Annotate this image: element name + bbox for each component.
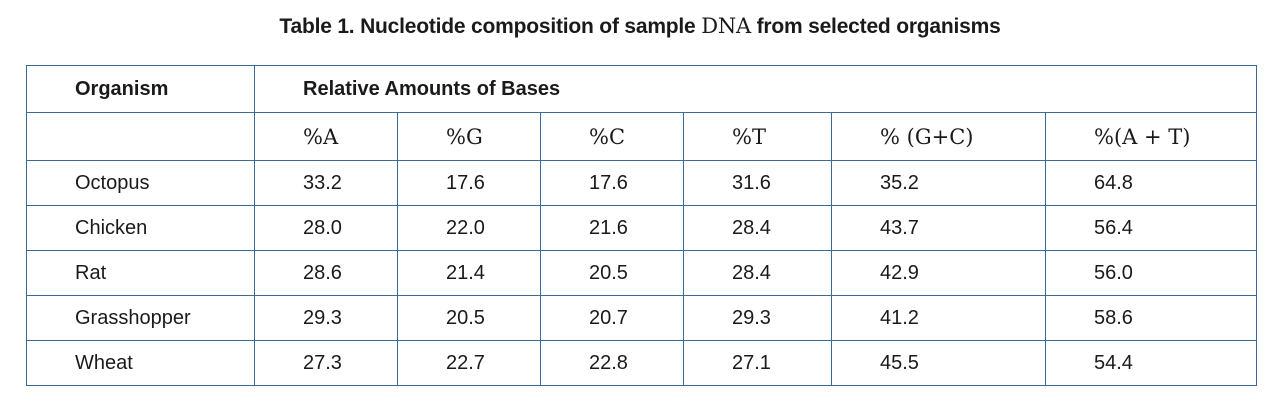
header-row	[27, 66, 1257, 113]
value-cell: 17.6	[541, 161, 684, 206]
value-cell: 27.3	[255, 341, 398, 386]
value-cell: 56.0	[1046, 251, 1257, 296]
value-cell: 43.7	[832, 206, 1046, 251]
value-cell: 35.2	[832, 161, 1046, 206]
value-cell: 31.6	[684, 161, 832, 206]
organism-header: Organism	[27, 66, 255, 113]
organism-cell: Chicken	[27, 206, 255, 251]
organism-cell: Wheat	[27, 341, 255, 386]
organism-cell: Octopus	[27, 161, 255, 206]
column-header-row	[27, 113, 1257, 161]
value-cell: 42.9	[832, 251, 1046, 296]
value-cell: 56.4	[1046, 206, 1257, 251]
table-row	[27, 251, 1257, 296]
table-caption	[0, 14, 1280, 39]
value-cell: 21.4	[398, 251, 541, 296]
column-header: %C	[541, 113, 684, 161]
nucleotide-table	[26, 65, 1257, 386]
value-cell: 17.6	[398, 161, 541, 206]
value-cell: 29.3	[255, 296, 398, 341]
value-cell: 45.5	[832, 341, 1046, 386]
value-cell: 28.4	[684, 251, 832, 296]
value-cell: 20.7	[541, 296, 684, 341]
value-cell: 27.1	[684, 341, 832, 386]
organism-cell: Rat	[27, 251, 255, 296]
value-cell: 28.4	[684, 206, 832, 251]
value-cell: 20.5	[398, 296, 541, 341]
caption-math: DNA	[701, 14, 751, 38]
value-cell: 33.2	[255, 161, 398, 206]
table-row	[27, 341, 1257, 386]
column-header: %T	[684, 113, 832, 161]
column-header: % (G+C)	[832, 113, 1046, 161]
value-cell: 58.6	[1046, 296, 1257, 341]
caption-suffix: from selected organisms	[750, 15, 1001, 38]
value-cell: 64.8	[1046, 161, 1257, 206]
value-cell: 22.0	[398, 206, 541, 251]
table-row	[27, 161, 1257, 206]
value-cell: 22.7	[398, 341, 541, 386]
value-cell: 54.4	[1046, 341, 1257, 386]
table-row	[27, 296, 1257, 341]
value-cell: 20.5	[541, 251, 684, 296]
value-cell: 28.0	[255, 206, 398, 251]
caption-prefix: Table 1. Nucleotide composition of sample	[279, 15, 702, 38]
value-cell: 28.6	[255, 251, 398, 296]
value-cell: 22.8	[541, 341, 684, 386]
bases-group-header: Relative Amounts of Bases	[255, 66, 1257, 113]
column-header: %(A + T)	[1046, 113, 1257, 161]
value-cell: 29.3	[684, 296, 832, 341]
organism-cell: Grasshopper	[27, 296, 255, 341]
value-cell: 41.2	[832, 296, 1046, 341]
column-header: %G	[398, 113, 541, 161]
value-cell: 21.6	[541, 206, 684, 251]
table-row	[27, 206, 1257, 251]
empty-header-cell	[27, 113, 255, 161]
column-header: %A	[255, 113, 398, 161]
